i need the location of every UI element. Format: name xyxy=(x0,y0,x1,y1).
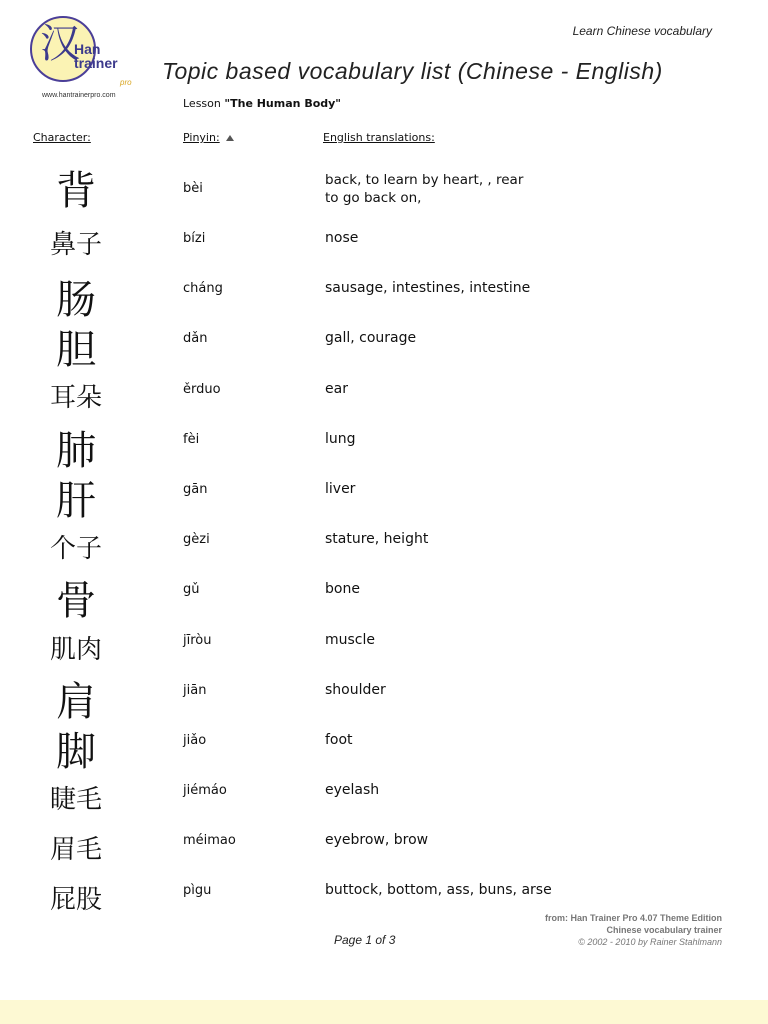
row-pinyin: bízi xyxy=(183,231,206,246)
row-character: 屁股 xyxy=(49,885,102,916)
row-english: nose xyxy=(325,230,359,246)
table-row xyxy=(0,275,768,325)
logo-trainer-text: trainer xyxy=(74,55,118,71)
page-title: Topic based vocabulary list (Chinese - English) xyxy=(162,58,663,84)
row-english: buttock, bottom, ass, buns, arse xyxy=(325,882,552,899)
source-line-2: Chinese vocabulary trainer xyxy=(606,925,722,935)
table-row xyxy=(0,426,768,476)
table-row xyxy=(0,627,768,677)
table-row xyxy=(0,677,768,727)
row-english xyxy=(325,171,625,207)
row-english: muscle xyxy=(325,631,376,648)
column-header-pinyin-label: Pinyin: xyxy=(183,131,220,144)
page-number: Page 1 of 3 xyxy=(334,933,396,947)
column-header-pinyin[interactable] xyxy=(183,131,234,144)
row-english: stature, height xyxy=(325,531,429,548)
table-row xyxy=(0,576,768,626)
logo-pro-text: pro xyxy=(120,78,132,87)
copyright: © 2002 - 2010 by Rainer Stahlmann xyxy=(578,937,722,947)
lesson-line xyxy=(183,97,341,110)
row-english-line-1: back, to learn by heart, , rear xyxy=(325,172,524,188)
row-pinyin: gǔ xyxy=(183,582,200,598)
row-english: shoulder xyxy=(325,681,386,698)
row-english: eyelash xyxy=(325,782,380,799)
row-english: bone xyxy=(325,581,360,598)
row-character: 胆 xyxy=(56,327,96,374)
source-credit xyxy=(545,912,722,948)
row-english-line-2: to go back on, xyxy=(325,190,422,206)
row-character: 肩 xyxy=(56,678,96,725)
table-row xyxy=(0,727,768,777)
source-line-1: from: Han Trainer Pro 4.07 Theme Edition xyxy=(544,913,722,923)
table-row xyxy=(0,777,768,827)
row-character: 耳朵 xyxy=(49,382,102,413)
vocabulary-list xyxy=(0,163,768,928)
row-pinyin: jīròu xyxy=(183,632,212,648)
row-english: sausage, intestines, intestine xyxy=(325,280,531,297)
logo-character: 汉 xyxy=(40,21,80,67)
column-header-english[interactable]: English translations: xyxy=(323,131,435,144)
table-row xyxy=(0,325,768,375)
table-row xyxy=(0,526,768,576)
table-row xyxy=(0,476,768,526)
row-character: 肠 xyxy=(56,277,96,324)
row-pinyin: jiǎo xyxy=(183,732,207,748)
logo-han-text: Han xyxy=(74,41,101,57)
lesson-label: Lesson xyxy=(183,97,225,110)
row-character: 肝 xyxy=(56,477,96,524)
sort-ascending-icon xyxy=(226,135,234,141)
lesson-name: "The Human Body" xyxy=(224,97,342,110)
row-pinyin: pìgu xyxy=(183,883,212,899)
row-pinyin: gèzi xyxy=(183,532,210,548)
row-pinyin: dǎn xyxy=(183,331,208,347)
row-character: 个子 xyxy=(49,534,102,565)
row-english: lung xyxy=(325,430,356,447)
table-row xyxy=(0,163,768,225)
column-header-character[interactable]: Character: xyxy=(33,131,91,144)
row-character: 肺 xyxy=(56,427,96,474)
row-character: 骨 xyxy=(56,578,96,625)
row-english: foot xyxy=(325,731,353,748)
row-pinyin: méimao xyxy=(183,833,236,849)
row-pinyin: ěrduo xyxy=(183,381,221,397)
row-english: eyebrow, brow xyxy=(325,832,429,849)
row-pinyin: cháng xyxy=(183,281,223,297)
row-english: liver xyxy=(325,480,356,497)
table-row xyxy=(0,225,768,275)
bottom-strip xyxy=(0,1000,768,1024)
row-character: 肌肉 xyxy=(49,634,102,665)
row-character: 睫毛 xyxy=(49,785,102,816)
table-row xyxy=(0,376,768,426)
row-pinyin: gān xyxy=(183,481,208,497)
row-pinyin: jiān xyxy=(183,682,207,698)
table-row xyxy=(0,827,768,877)
row-pinyin: jiémáo xyxy=(183,783,227,799)
logo-url: www.hantrainerpro.com xyxy=(42,92,116,99)
row-character: 背 xyxy=(56,168,96,214)
row-pinyin: fèi xyxy=(183,431,200,447)
row-character: 鼻子 xyxy=(49,230,102,260)
row-english: gall, courage xyxy=(325,330,417,347)
row-character: 脚 xyxy=(56,728,96,775)
row-character: 眉毛 xyxy=(49,835,102,866)
tagline: Learn Chinese vocabulary xyxy=(572,24,712,38)
row-pinyin: bèi xyxy=(183,181,203,196)
row-english: ear xyxy=(325,380,348,397)
